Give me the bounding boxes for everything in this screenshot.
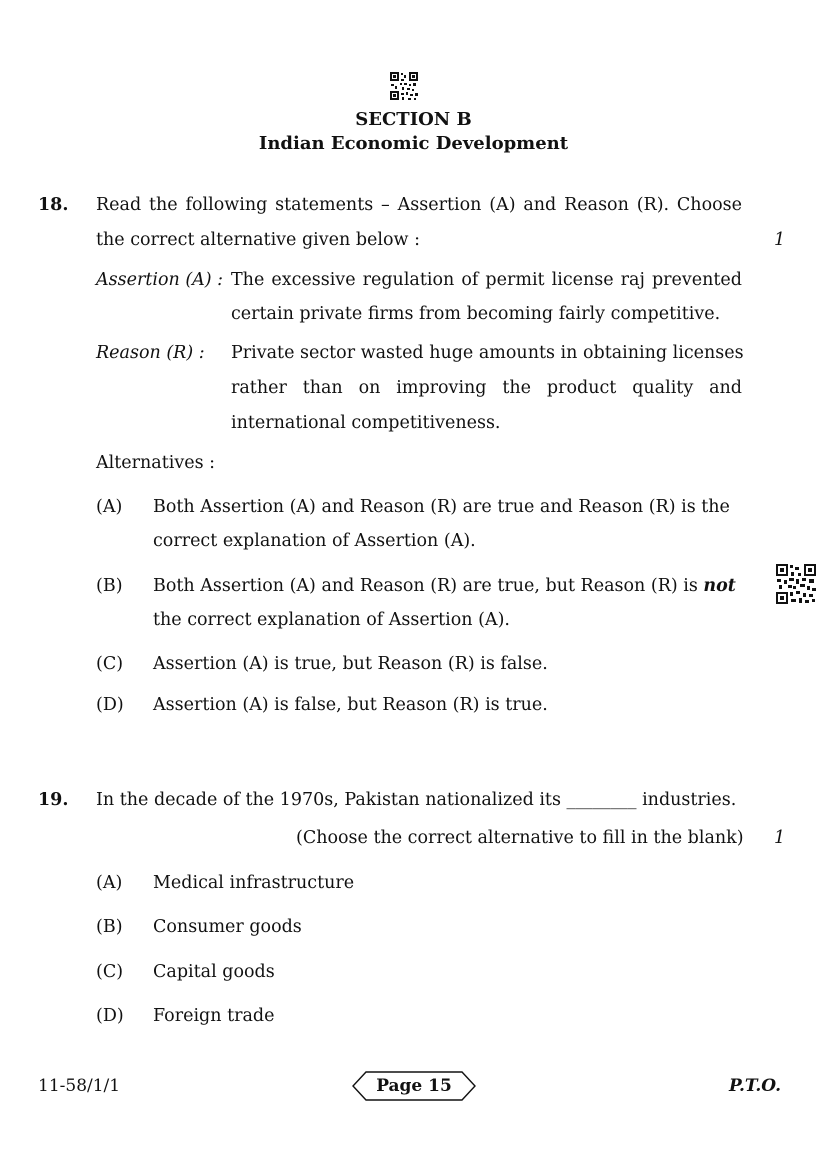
section-title: SECTION B xyxy=(355,109,472,130)
assertion-label: Assertion (A) : xyxy=(96,270,224,290)
q19-option-d-letter: (D) xyxy=(96,1006,124,1026)
question-18-stem-line1: Read the following statements – Assertion (A) and Reason (R). Choose xyxy=(96,195,742,215)
page-number: Page 15 xyxy=(376,1076,452,1096)
q18-option-a-letter: (A) xyxy=(96,497,123,517)
paper-code: 11-58/1/1 xyxy=(38,1076,121,1096)
q19-option-c-text: Capital goods xyxy=(153,962,275,982)
q18-option-a-line1: Both Assertion (A) and Reason (R) are true and Reason (R) is the xyxy=(153,497,730,517)
subject-title: Indian Economic Development xyxy=(258,133,569,154)
q19-option-d-text: Foreign trade xyxy=(153,1006,275,1026)
reason-line2: rather than on improving the product quality and xyxy=(231,378,742,398)
q18-option-c-text: Assertion (A) is true, but Reason (R) is false. xyxy=(153,654,548,674)
q18-option-b-line1 xyxy=(153,576,736,596)
qr-code-top xyxy=(390,72,418,100)
q19-option-b-letter: (B) xyxy=(96,917,123,937)
q19-option-c-letter: (C) xyxy=(96,962,124,982)
please-turn-over: P.T.O. xyxy=(729,1076,781,1096)
q18-option-a-line2: correct explanation of Assertion (A). xyxy=(153,531,476,551)
q19-option-a-letter: (A) xyxy=(96,873,123,893)
reason-line3: international competitiveness. xyxy=(231,413,501,433)
question-18-number: 18. xyxy=(38,195,69,215)
question-19-number: 19. xyxy=(38,790,69,810)
qr-code-side xyxy=(776,564,816,604)
q18-option-d-letter: (D) xyxy=(96,695,124,715)
question-19-stem: In the decade of the 1970s, Pakistan nationalized its ________ industries. xyxy=(96,790,737,810)
q19-option-b-text: Consumer goods xyxy=(153,917,302,937)
alternatives-label: Alternatives : xyxy=(96,453,216,473)
q18-option-b-emphasis: not xyxy=(703,576,736,596)
reason-label: Reason (R) : xyxy=(96,343,205,363)
question-18-stem-line2: the correct alternative given below : xyxy=(96,230,420,250)
q18-option-b-line2: the correct explanation of Assertion (A). xyxy=(153,610,510,630)
question-19-instruction: (Choose the correct alternative to fill in the blank) xyxy=(296,828,744,848)
q18-option-b-line1-text: Both Assertion (A) and Reason (R) are true, but Reason (R) is xyxy=(153,576,704,596)
question-19-marks: 1 xyxy=(774,828,786,848)
q19-option-a-text: Medical infrastructure xyxy=(153,873,355,893)
q18-option-b-letter: (B) xyxy=(96,576,123,596)
q18-option-d-text: Assertion (A) is false, but Reason (R) is true. xyxy=(153,695,548,715)
assertion-line2: certain private firms from becoming fairly competitive. xyxy=(231,304,721,324)
q18-option-c-letter: (C) xyxy=(96,654,124,674)
assertion-line1: The excessive regulation of permit license raj prevented xyxy=(231,270,742,290)
question-18-marks: 1 xyxy=(774,230,786,250)
reason-line1: Private sector wasted huge amounts in obtaining licenses xyxy=(231,343,744,363)
